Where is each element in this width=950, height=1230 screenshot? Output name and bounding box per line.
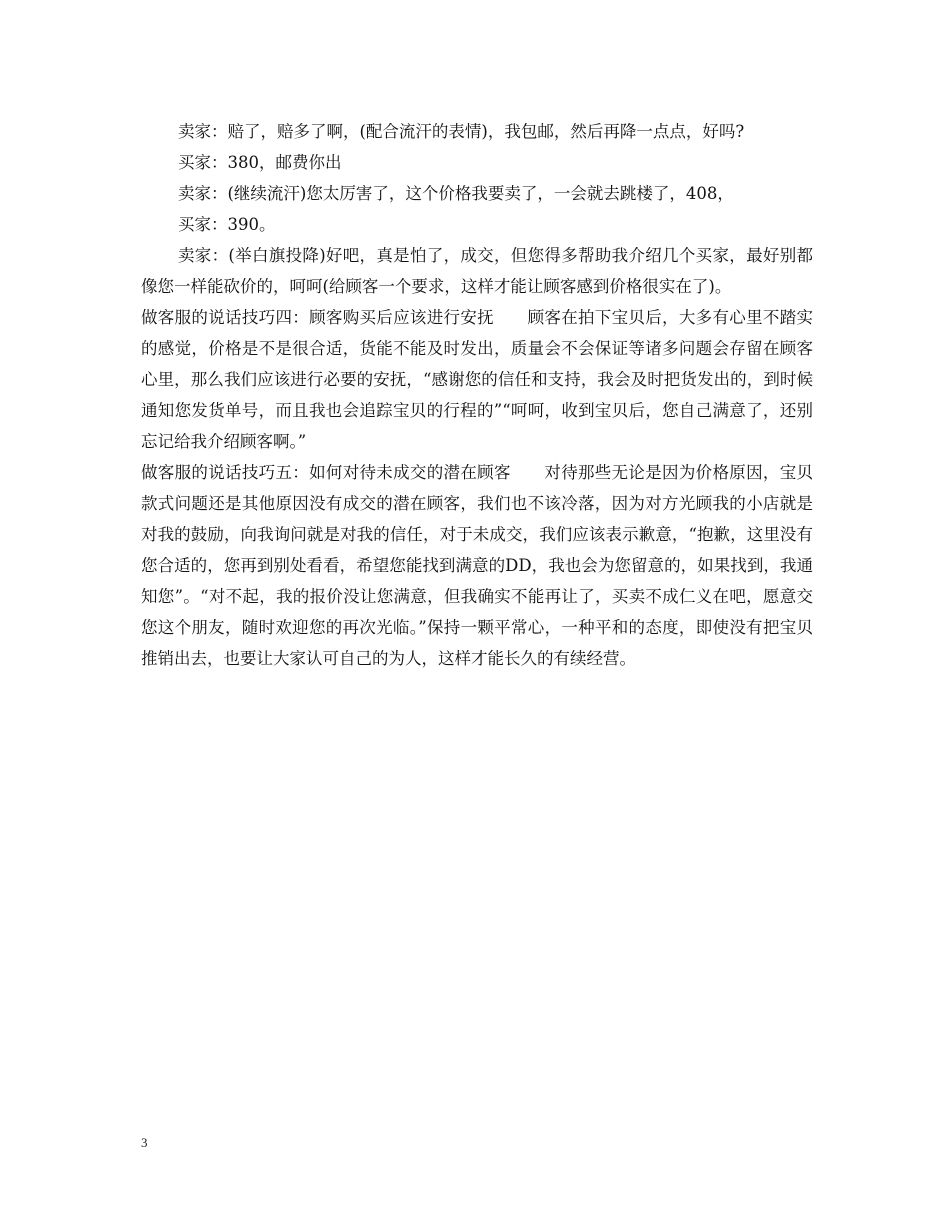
dialogue-line-seller-2: 卖家：(继续流汗)您太厉害了，这个价格我要卖了，一会就去跳楼了，408， — [178, 184, 734, 203]
tip-four-paragraph: 做客服的说话技巧四：顾客购买后应该进行安抚 顾客在拍下宝贝后，大多有心里不踏实的感觉，价格是不是很合适，货能不能及时发出，质量会不会保证等诸多问题会存留在顾客心里，那么我们应该进行必要的安抚，“感谢您的信任和支持，我会及时把货发出的，到时候通知您发货单号，而且我也会追踪宝贝的行程的”“呵呵，收到宝贝后，您自己满意了，还别忘记给我介绍顾客啊。” — [141, 308, 813, 451]
dialogue-line-buyer-2: 买家：390。 — [178, 215, 276, 234]
dialogue-line-seller-3: 卖家：(举白旗投降)好吧，真是怕了，成交，但您得多帮助我介绍几个买家，最好别都像您一样能砍价的，呵呵(给顾客一个要求，这样才能让顾客感到价格很实在了)。 — [141, 246, 813, 296]
tip-five-paragraph: 做客服的说话技巧五：如何对待未成交的潜在顾客 对待那些无论是因为价格原因，宝贝款式问题还是其他原因没有成交的潜在顾客，我们也不该冷落，因为对方光顾我的小店就是对我的鼓励，向我询问就是对我的信任，对于未成交，我们应该表示歉意，“抱歉，这里没有您合适的，您再到别处看看，希望您能找到满意的DD，我也会为您留意的，如果找到，我通知您”。“对不起，我的报价没让您满意，但我确实不能再让了，买卖不成仁义在吧，愿意交您这个朋友，随时欢迎您的再次光临。”保持一颗平常心，一种平和的态度，即使没有把宝贝推销出去，也要让大家认可自己的为人，这样才能长久的有续经营。 — [141, 463, 813, 668]
page-number: 3 — [141, 1135, 148, 1150]
dialogue-line-seller-1: 卖家：赔了，赔多了啊，(配合流汗的表情)，我包邮，然后再降一点点，好吗? — [178, 122, 745, 141]
document-body — [141, 116, 813, 674]
dialogue-line-buyer-1: 买家：380，邮费你出 — [178, 153, 342, 172]
